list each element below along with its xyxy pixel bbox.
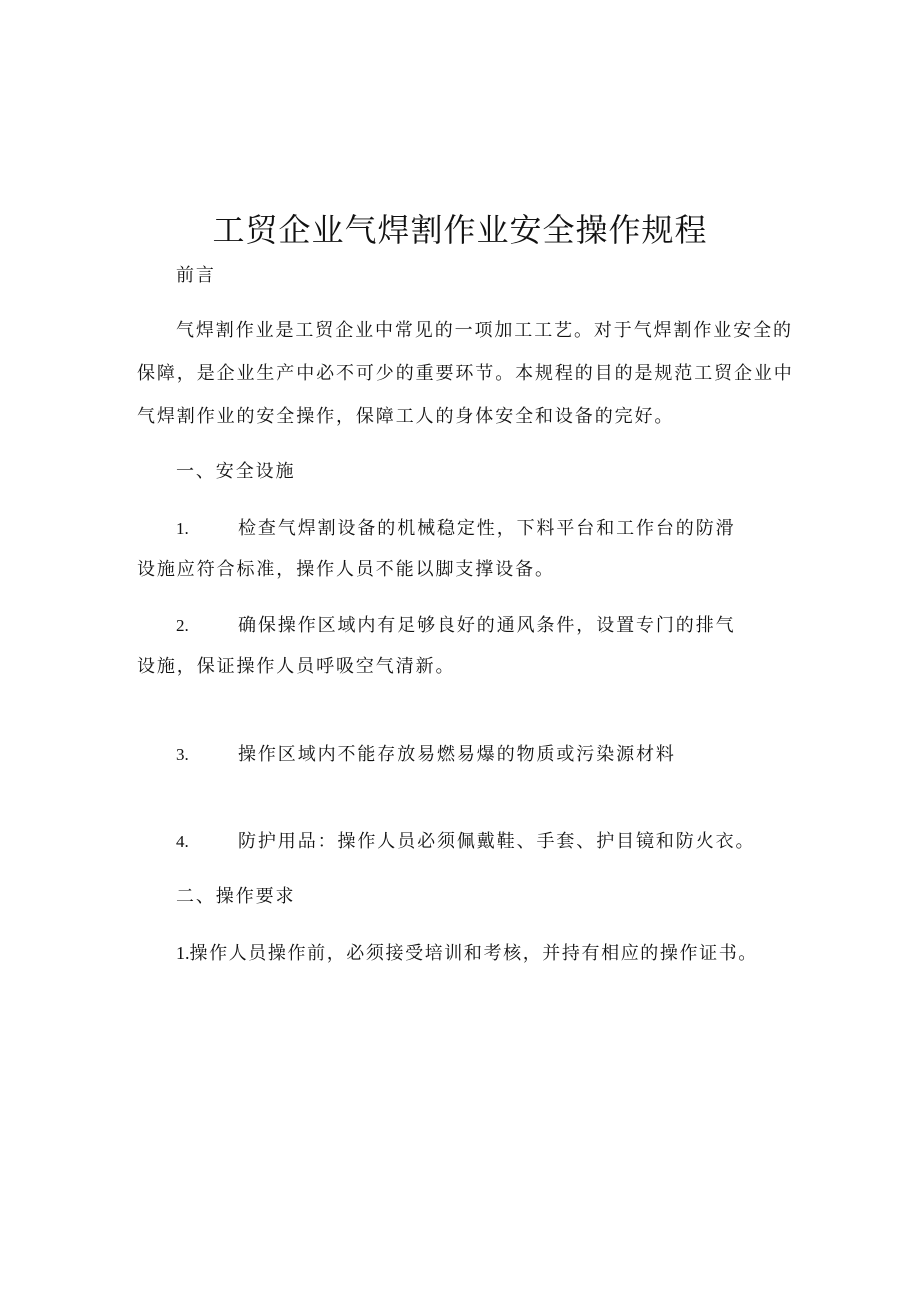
item3-number: 3. [176, 745, 189, 764]
item2-line-1: 确保操作区域内有足够良好的通风条件，设置专门的排气 [238, 615, 736, 636]
preface-heading: 前言 [176, 265, 216, 286]
item3-line-1: 操作区域内不能存放易燃易爆的物质或污染源材料 [238, 744, 676, 765]
section2-item1-text: 操作人员操作前，必须接受培训和考核，并持有相应的操作证书。 [189, 943, 758, 964]
section2-item1-number: 1. [176, 943, 190, 963]
section1-heading: 一、安全设施 [176, 461, 296, 482]
preface-line-1: 气焊割作业是工贸企业中常见的一项加工工艺。对于气焊割作业安全的 [176, 320, 793, 341]
item1-number: 1. [176, 519, 189, 538]
item2-line-2: 设施，保证操作人员呼吸空气清新。 [137, 656, 456, 677]
item2-number: 2. [176, 616, 189, 635]
item4-line-1: 防护用品：操作人员必须佩戴鞋、手套、护目镜和防火衣。 [238, 831, 756, 852]
preface-line-3: 气焊割作业的安全操作，保障工人的身体安全和设备的完好。 [137, 406, 675, 427]
document-title: 工贸企业气焊割作业安全操作规程 [212, 211, 708, 249]
item1-line-2: 设施应符合标准，操作人员不能以脚支撑设备。 [137, 559, 555, 580]
preface-line-2: 保障，是企业生产中必不可少的重要环节。本规程的目的是规范工贸企业中 [137, 363, 794, 384]
item1-line-1: 检查气焊割设备的机械稳定性，下料平台和工作台的防滑 [238, 518, 736, 539]
item4-number: 4. [176, 832, 189, 851]
section2-heading: 二、操作要求 [176, 886, 296, 907]
section2-item1 [176, 940, 758, 967]
